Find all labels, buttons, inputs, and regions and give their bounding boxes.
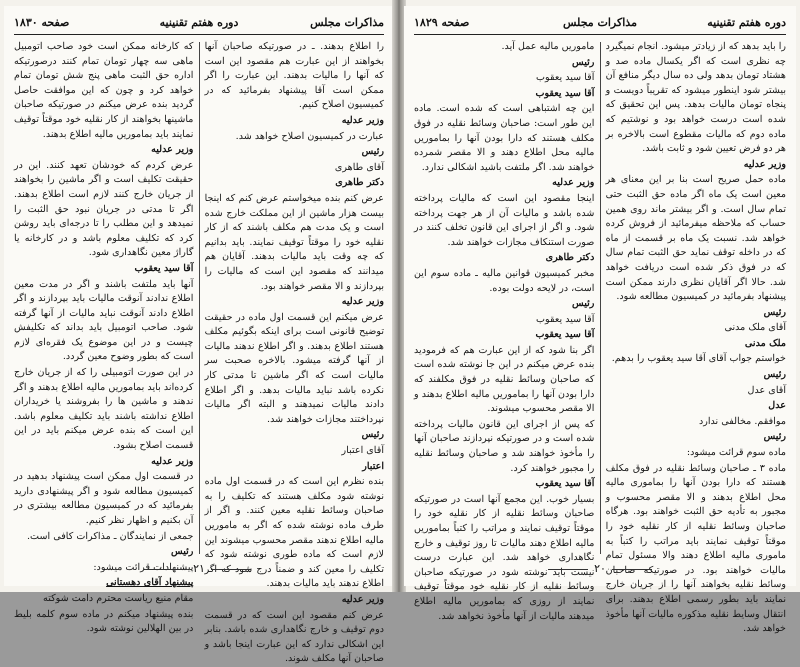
transcript-paragraph: ماده ۳ ـ صاحبان وسائط نقلیه در فوق مکلف هستند که دارا بودن آنها را بماموری مالیه محل اطلاع بدهند و الا مقصر محسوب و مجبور به تأدیه حق الثبت خواهند بود. هرگاه صاحبان وسائط نقلیه از کار نقلیه خود را موقتاً توقیف نمایند باید مراتب را کتباً به ماموری مالیه اطلاع دهند والا مسئول تمام مالیات خواهند بود. در صورتیکه صاحبان وسائط نقلیه بخواهند آنها را از جریان خارج نمایند باید بطور رسمی اطلاع بدهند. برای انتقال وسایط نقلیه مذکوره مالیات آنها مأخوذ خواهد شد. <box>605 462 786 635</box>
footer-rule <box>147 569 187 570</box>
right-header-session: دوره هفتم تقنینیه <box>707 16 786 29</box>
transcript-paragraph: که کارخانه ممکن است خود صاحب اتومبیل ماهی سه چهار تومان تمام کنند درصورتیکه اداره حق الثبت ماهی پنج شش تومان تمام خواهد کرد و چون که این موافقت حاصل گردید بنده عرض میکنم در صورتیکه صاحبان ماشینها بخواهند از کار نقلیه خود موقتاً توقیف نمایند باید بماموریں مالیه اطلاع بدهند. <box>14 41 194 140</box>
right-page-footer <box>404 562 796 578</box>
right-page-header <box>414 14 786 35</box>
speaker-name: وزیر عدلیه <box>552 177 595 189</box>
transcript-paragraph: آقای طاهری <box>334 161 384 173</box>
left-page <box>4 6 394 665</box>
speaker-name: آقا سید یعقوب <box>134 262 194 274</box>
transcript-paragraph: مقام منیع ریاست محترم دامت شوکته <box>43 592 194 604</box>
transcript-paragraph: را باید بدهد که از زیادتر میشود. انجام نمیگیرد چه نظری است که اگر یکسال ماده صد و هشتاد تومان بدهد ولی ده سال دیگر منافع آن بیشتر شود اینطور میشود که تقریباً دویست و پنجاه تومان مالیات بدهد. پس این تحقیق که شده است درست خواهد بود و نوشتیم که ماده دوم که مالیات مقطوع است بالاخره بر هر دو فرض تعیین شود و ثابت باشد. <box>605 41 786 155</box>
speaker-name: وزیر عدلیه <box>341 114 384 126</box>
transcript-paragraph: عرض کنم بنده میخواستم عرض کنم که اینجا بیست هزار ماشین از این مملکت خارج شده است و یک مدت هم مکلف باشند که از کار نقلیه خود را موقتاً توقیف نمایند. باید بدانیم که چه وقت باید مالیات بدهند. آقایان هم میدانند که مقصود این است که مالیات را بپردازند و الا مقصر خواهند بود. <box>204 192 384 292</box>
transcript-paragraph: آقای ملک مدنی <box>724 322 786 334</box>
left-header-title: مذاکرات مجلس <box>310 16 384 29</box>
transcript-paragraph: جمعی از نمایندگان ـ مذاکرات کافی است. <box>27 530 194 542</box>
footer-rule <box>548 569 588 570</box>
transcript-paragraph: آقا سید یعقوب <box>536 313 595 325</box>
transcript-paragraph: آنها باید ملتفت باشند و اگر در مدت معین اطلاع ندادند آنوقت مالیات باید بپردازند و اگر اطلاع دادند آنوقت نباید مالیات از آنها گرفته شود. صاحب اتومبیل باید بداند که تکلیفش چیست و در این موضوع یک فقره‌ای لازم است که بطور وضوح معین گردد. <box>14 278 194 363</box>
right-page-left-column <box>414 40 595 622</box>
column-divider <box>199 42 200 554</box>
transcript-paragraph: ماده حمل صریح است بنا بر این معنای هر معین است یک ماه اگر ماده حق الثبت حتی تمام سال است. و اگر بیشتر ماند روی همین حساب که ملاحظه میفرمائید از فروش کرده خواهد شد. نسبت یک ماه بر قسمت از ماه که در داخله توقف نماید حق الثبت تمام سال که در فوق ذکر شده است دریافت خواهد شد. حالا اگر آقایان نظری دارند ممکن است پیشنهاد بفرمائید در کمیسیون مطالعه شود. <box>605 174 786 303</box>
right-header-page-number: صفحه ۱۸۲۹ <box>414 16 470 29</box>
section-heading: پیشنهاد آقای دهستانی <box>106 577 194 589</box>
speaker-name: آقا سید یعقوب <box>535 87 595 99</box>
transcript-paragraph: ماده سوم قرائت میشود: <box>686 447 786 459</box>
speaker-name: رئیس <box>571 56 595 68</box>
transcript-paragraph: پیشنهادات قرائت میشود: <box>93 561 194 573</box>
speaker-name: وزیر عدلیه <box>743 158 786 170</box>
speaker-name: رئیس <box>361 146 384 158</box>
right-header-title: مذاکرات مجلس <box>563 16 637 29</box>
left-header-page-number: صفحه ۱۸۳۰ <box>14 16 70 29</box>
speaker-name: رئیس <box>763 369 786 381</box>
transcript-paragraph: این چه اشتباهی است که شده است. ماده این طور است: صاحبان وسائط نقلیه در فوق مکلف هستند که دارا بودن آنها را بماموریں مالیه محل اطلاع دهند و الا مقصر شمرده خواهند شد. اگر ملتفت باشید اشکالی ندارد. <box>414 103 595 173</box>
transcript-paragraph: آقای عدل <box>747 384 786 396</box>
right-page-right-column <box>605 40 786 635</box>
transcript-paragraph: اینجا مقصود این است که مالیات پرداخته شده باشد و مالیات آن از هر جهت پرداخته شود. و اگر از اجرای این قانون تخلف کنند در صورت استنکاف مجازات خواهند شد. <box>414 192 595 248</box>
transcript-paragraph: عرض کنم مقصود این است که در قسمت دوم توقیف و خارج نگاهداری شده باشد. بنابر این اشکالی ندارد که این عبارت اینجا باشد و صاحبان آنها مکلف شوند. <box>204 609 384 665</box>
transcript-paragraph: عرض کردم که خودشان تعهد کنند. این در حقیقت تکلیف است و اگر ماشین را بخواهند از جریان خارج کنند لازم است اطلاع بدهند. اگر تا مدتی در جریان نبود حق الثبت را نمیدهد و این مطلب را تا درجه‌ای باید روشن کرد که تکلیف معلوم باشد و در کارخانه یا گاراژ معین نگاهداری شود. <box>14 159 194 259</box>
transcript-paragraph: را اطلاع بدهند. ـ در صورتیکه صاحبان آنها بخواهند از این عبارت هم مقصود این است که آنها را مالیات بدهند. این عبارت را اگر ممکن است آقا پیشنهاد بفرمائید که در کمیسیون اصلاح کنیم. <box>204 41 384 111</box>
transcript-paragraph: خواستم جواب آقای آقا سید یعقوب را بدهم. <box>611 353 786 365</box>
speaker-name: رئیس <box>361 429 384 441</box>
transcript-paragraph: مخبر کمیسیون قوانین مالیه ـ ماده سوم این است، در لایحه دولت بوده. <box>414 267 595 294</box>
transcript-paragraph: که پس از اجرای این قانون مالیات پرداخته شده است و در صورتیکه نپردازند صاحبان آنها را مأخوذ خواهند شد و صاحبان وسائط نقلیه را مجبور خواهند کرد. <box>414 418 595 474</box>
speaker-name: رئیس <box>763 431 786 443</box>
left-page-header <box>14 14 384 35</box>
left-page-folio: ۲۱ <box>193 562 205 575</box>
left-page-left-column <box>14 40 194 635</box>
speaker-name: وزیر عدلیه <box>151 144 194 156</box>
right-page <box>404 6 796 635</box>
transcript-paragraph: بسیار خوب. این مجمع آنها است در صورتیکه صاحبان وسائط نقلیه از کار نقلیه خود را موقتاً توقیف نمایند و مراتب را کتباً بماموریں مالیه اطلاع دهند مالیات تا روز توقیف و خارج نگاهداری خواهد شد. این عبارت درست نیست باید نوشته شود در صورتیکه صاحبان وسائط نقلیه از کار نقلیه خود موقتاً توقیف نمایند از روزی که بماموریں مالیه اطلاع میدهند مالیات از آنها مأخوذ نخواهد شد. <box>414 493 595 622</box>
speaker-name: آقا سید یعقوب <box>535 329 595 341</box>
right-page-folio: ۲۰ <box>594 562 606 575</box>
transcript-paragraph: بنده نظرم این است که در قسمت اول ماده نوشته شود مکلف هستند که تکلیف را به صاحبان وسائط نقلیه معین کنند. و اگر از طرف ماده نوشته شده که اگر به ماموریں مالیه اطلاع ندهند مقصر محسوب میشوند این لازم است که ماده طوری نوشته شود که تکلیف را معین کند و ضمناً درج شود که اگر اطلاع ندهند باید مالیات بدهند. <box>204 476 384 590</box>
speaker-name: وزیر عدلیه <box>341 296 384 308</box>
left-header-session: دوره هفتم تقنینیه <box>159 16 239 29</box>
speaker-name: وزیر عدلیه <box>151 455 194 467</box>
footer-rule <box>612 569 652 570</box>
transcript-paragraph: عرض میکنم این قسمت اول ماده در حقیقت توضیح قانونی است برای اینکه بگوئیم مکلف هستند اطلاع بدهند. و اگر اطلاع ندهند مالیات از آنها گرفته میشود. بالاخره صحبت سر مالیات است که اگر ماشین تا مدتی کار نکرده باشد نباید مالیات بدهد. و اگر اطلاع دادند مالیات نمیدهند و البته اگر مالیات نپرداختند مجازات خواهند شد. <box>204 311 384 425</box>
transcript-paragraph: آقای اعتبار <box>341 445 384 457</box>
speaker-name: رئیس <box>571 298 595 310</box>
speaker-name: رئیس <box>171 546 194 558</box>
transcript-paragraph: بنده پیشنهاد میکنم در ماده سوم کلمه بلیط در بین الهلالین نوشته شود. <box>14 608 194 635</box>
transcript-paragraph: ماموریں مالیه عمل آید. <box>501 41 595 52</box>
transcript-paragraph: در قسمت اول ممکن است پیشنهاد بدهید در کمیسیون مطالعه شود و اگر پیشنهادی دارید بفرمائید که در کمیسیون مطالعه بیشتری در آن بکنیم و اظهار نظر کنیم. <box>14 471 194 526</box>
speaker-name: رئیس <box>763 306 786 318</box>
speaker-name: اعتبار <box>362 460 384 472</box>
speaker-name: آقا سید یعقوب <box>535 478 595 490</box>
speaker-name: دکتر طاهری <box>545 252 595 264</box>
left-page-footer <box>4 562 394 578</box>
transcript-paragraph: موافقم. مخالفی ندارد <box>698 415 786 427</box>
left-page-right-column <box>204 40 384 665</box>
speaker-name: وزیر عدلیه <box>341 593 384 605</box>
speaker-name: عدل <box>768 400 786 412</box>
transcript-paragraph: اگر بنا شود که از این عبارت هم که فرمودید بنده عرض میکنم در این جا نوشته شده است که صاحبان وسائط نقلیه در فوق مکلفند که دارا بودن آنها را بماموریں مالیه اطلاع بدهند و الا مقصر محسوب میشوند. <box>414 344 595 415</box>
transcript-paragraph: عبارت در کمیسیون اصلاح خواهد شد. <box>235 130 384 142</box>
transcript-paragraph: در این صورت اتومبیلی را که از جریان خارج کرده‌اند باید بماموریں مالیه اطلاع بدهند و اگر ندهند و ماشین ها را بفروشند یا خریداران اطلاع نداشته باشند باید تکلیف معلوم باشد. این است که بنده عرض میکنم باید در این قسمت اصلاح بشود. <box>14 367 194 452</box>
speaker-name: دکتر طاهری <box>335 177 384 189</box>
transcript-paragraph: آقا سید یعقوب <box>536 72 595 84</box>
column-divider <box>600 42 601 554</box>
footer-rule <box>211 569 251 570</box>
speaker-name: ملک مدنی <box>744 337 786 349</box>
